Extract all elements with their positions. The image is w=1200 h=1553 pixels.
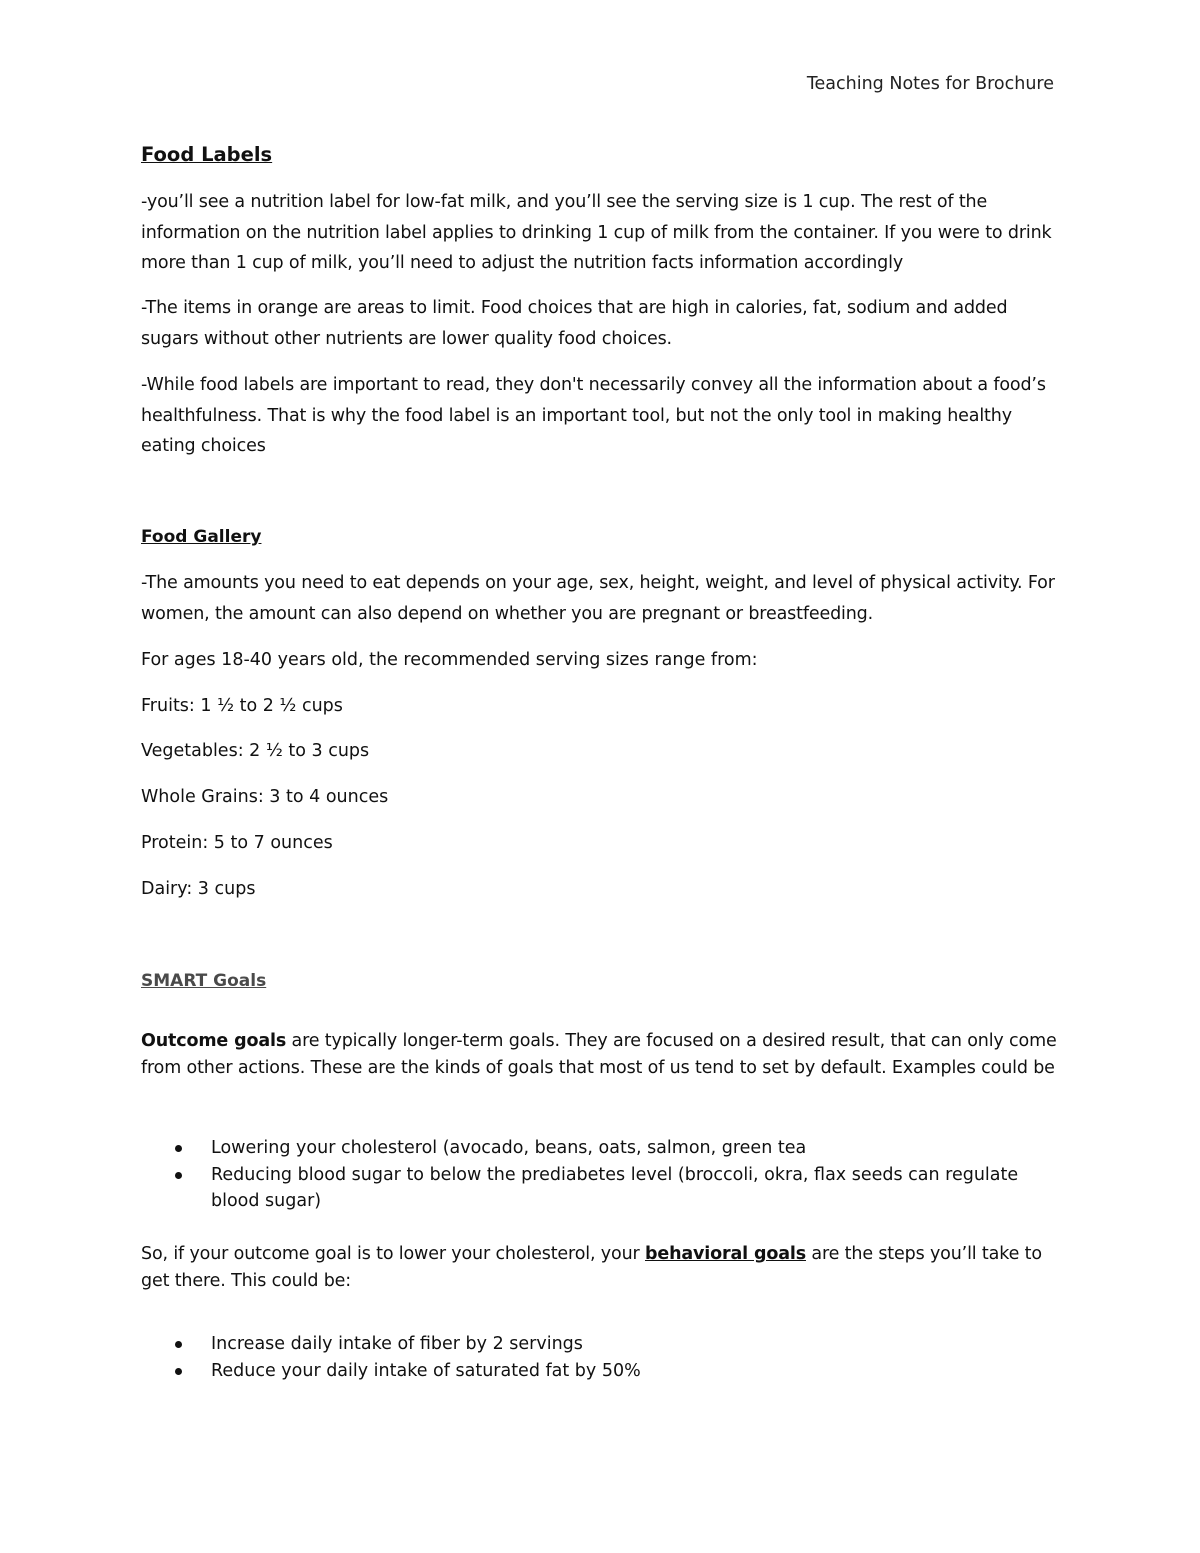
behavioral-goals-paragraph	[141, 1241, 1066, 1294]
list-item: Lowering your cholesterol (avocado, beans, oats, salmon, green tea	[141, 1135, 1066, 1162]
food-labels-paragraph-3: -While food labels are important to read, they don't necessarily convey all the information about a food’s healthfulness. That is why the food label is an important tool, but not the only tool in making healthy eating choices	[141, 375, 1046, 456]
serving-item-fruits: Fruits: 1 ½ to 2 ½ cups	[141, 696, 343, 716]
food-gallery-heading: Food Gallery	[141, 527, 262, 547]
behavioral-goals-post: are the steps you’ll take to get there. This could be:	[141, 1244, 1042, 1291]
outcome-goals-text: are typically longer-term goals. They are focused on a desired result, that can only come from other actions. These are the kinds of goals that most of us tend to set by default. Examples could be	[141, 1031, 1057, 1078]
smart-goals-heading: SMART Goals	[141, 971, 267, 991]
behavioral-goals-pre: So, if your outcome goal is to lower your cholesterol, your	[141, 1244, 645, 1264]
outcome-goals-paragraph	[141, 1028, 1066, 1081]
serving-item-vegetables: Vegetables: 2 ½ to 3 cups	[141, 741, 370, 761]
list-item: Reduce your daily intake of saturated fat by 50%	[141, 1358, 1066, 1385]
food-gallery-intro: -The amounts you need to eat depends on your age, sex, height, weight, and level of physical activity. For women, the amount can also depend on whether you are pregnant or breastfeeding.	[141, 573, 1055, 624]
serving-item-whole-grains: Whole Grains: 3 to 4 ounces	[141, 787, 389, 807]
serving-item-dairy: Dairy: 3 cups	[141, 879, 256, 899]
food-labels-paragraph-2: -The items in orange are areas to limit. Food choices that are high in calories, fat, sodium and added sugars without other nutrients are lower quality food choices.	[141, 298, 1008, 349]
list-item: Increase daily intake of fiber by 2 servings	[141, 1331, 1066, 1358]
food-labels-paragraph-1: -you’ll see a nutrition label for low-fat milk, and you’ll see the serving size is 1 cup. The rest of the information on the nutrition label applies to drinking 1 cup of milk from the container. If you were to drink more than 1 cup of milk, you’ll need to adjust the nutrition facts information accordingly	[141, 192, 1052, 273]
serving-range-intro: For ages 18-40 years old, the recommended serving sizes range from:	[141, 650, 758, 670]
behavioral-examples-list	[141, 1331, 1066, 1384]
outcome-examples-list	[141, 1135, 1066, 1215]
page-header: Teaching Notes for Brochure	[806, 74, 1054, 94]
outcome-goals-term: Outcome goals	[141, 1031, 287, 1051]
behavioral-goals-term: behavioral goals	[644, 1244, 806, 1264]
list-item: Reducing blood sugar to below the prediabetes level (broccoli, okra, flax seeds can regulate blood sugar)	[141, 1162, 1066, 1215]
serving-item-protein: Protein: 5 to 7 ounces	[141, 833, 333, 853]
food-labels-heading: Food Labels	[141, 143, 273, 166]
